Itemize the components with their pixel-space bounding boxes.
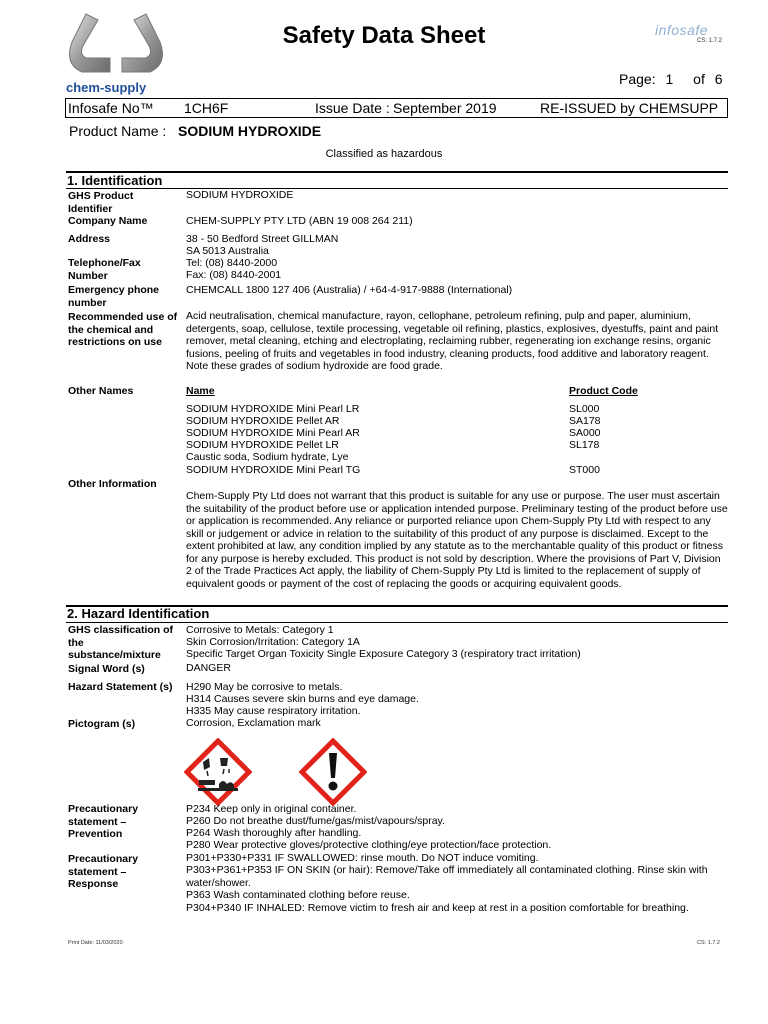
product-name-label: Product Name : (69, 123, 167, 139)
section-1-title: 1. Identification (67, 173, 163, 188)
hazard-statement-item: H314 Causes severe skin burns and eye damage. (186, 693, 419, 705)
document-title: Safety Data Sheet (282, 22, 486, 49)
pictogram-label: Pictogram (s) (68, 718, 136, 730)
ghs-classification-item: Specific Target Organ Toxicity Single Exposure Category 3 (respiratory tract irritation) (186, 648, 581, 660)
address-label: Address (68, 233, 111, 245)
product-code-cell: SL000 (569, 403, 600, 415)
response-statement-item: P303+P361+P353 IF ON SKIN (or hair): Remove/Take off immediately all contaminated clothing. Rinse skin with water/shower. (186, 864, 708, 889)
product-name: SODIUM HYDROXIDE (178, 123, 322, 139)
issue-date-label: Issue Date : (315, 100, 390, 116)
ghs-classification-label: GHS classification of the substance/mixture (68, 624, 174, 661)
section-divider (66, 171, 728, 173)
pictogram-value: Corrosion, Exclamation mark (186, 717, 321, 729)
hazard-statement-label: Hazard Statement (s) (68, 681, 173, 693)
prevention-statement-item: P234 Keep only in original container. (186, 803, 357, 815)
other-name-row: SODIUM HYDROXIDE Pellet LR (186, 439, 339, 451)
product-code-cell: SL178 (569, 439, 600, 451)
emergency-phone-value: CHEMCALL 1800 127 406 (Australia) / +64-4-917-9888 (International) (186, 284, 513, 296)
section-2-title: 2. Hazard Identification (67, 606, 210, 621)
address-line-2: SA 5013 Australia (186, 245, 269, 257)
issue-date: September 2019 (393, 100, 497, 116)
prevention-statement-item: P260 Do not breathe dust/fume/gas/mist/vapours/spray. (186, 815, 445, 827)
other-names-label: Other Names (68, 385, 134, 397)
corrosion-pictogram-icon (184, 738, 252, 806)
reissued-by: RE-ISSUED by CHEMSUPP (540, 100, 719, 116)
other-information-label: Other Information (68, 478, 157, 490)
cs-version: CS: 1.7.2 (697, 38, 723, 44)
ghs-classification-item: Skin Corrosion/Irritation: Category 1A (186, 636, 360, 648)
other-information-value: Chem-Supply Pty Ltd does not warrant that this product is suitable for any use or purpose. The user must ascertain the suitability of the product before use or application intended purpose. Preliminary testing of the product before use or application is recommended. Any reliance or purported reliance upon Chem-Supply Pty Ltd with respect to any skill or judgement or advice in relation to the suitability of this product of any purpose is disclaimed. Except to the extent prohibited at law, any condition implied by any statute as to the merchantable quality of this product or fitness for any purpose is hereby excluded. This product is not sold by description. Where the provisions of Part V, Division 2 of the Trade Practices Act apply, the liability of Chem-Supply Pty Ltd is limited to the replacement of supply of equivalent goods or payment of the cost of replacing the goods or acquiring equivalent goods. (186, 490, 728, 590)
company-name-value: CHEM-SUPPLY PTY LTD (ABN 19 008 264 211) (186, 215, 413, 227)
infosafe-no: 1CH6F (184, 100, 229, 116)
exclamation-mark-pictogram-icon (299, 738, 367, 806)
recommended-use-value: Acid neutralisation, chemical manufacture, rayon, cellophane, petroleum refining, pulp and paper, aluminium, detergents, soap, cellulose, textile processing, vegetable oil refining, plastics, explosives, dyestuffs, paint and paint remover, metal cleaning, etching and electroplating, reclaiming rubber, regenerating ion exchange resins, organic fusions, peeling of fruits and vegetables in food industry, cleaning products, food additive and laboratory reagent. Note these grades of sodium hydroxide are food grade. (186, 310, 719, 372)
print-date: Print Date: 11/03/2020 (68, 940, 123, 946)
prevention-statement-item: P264 Wash thoroughly after handling. (186, 827, 362, 839)
product-code-cell: ST000 (569, 464, 600, 476)
other-name-row: SODIUM HYDROXIDE Mini Pearl AR (186, 427, 360, 439)
page-of: of (693, 71, 705, 87)
fax-value: Fax: (08) 8440-2001 (186, 269, 282, 281)
ghs-classification-item: Corrosive to Metals: Category 1 (186, 624, 334, 636)
section-divider (66, 622, 728, 623)
hazard-statement-item: H290 May be corrosive to metals. (186, 681, 343, 693)
precautionary-response-label: Precautionary statement – Response (68, 853, 139, 890)
telephone-fax-label: Telephone/Fax Number (68, 257, 141, 282)
name-column-header: Name (186, 385, 215, 397)
product-code-cell: SA000 (569, 427, 601, 439)
response-statement-item: P363 Wash contaminated clothing before reuse. (186, 889, 410, 901)
ghs-identifier-value: SODIUM HYDROXIDE (186, 189, 294, 201)
prevention-statement-item: P280 Wear protective gloves/protective clothing/eye protection/face protection. (186, 839, 552, 851)
address-line-1: 38 - 50 Bedford Street GILLMAN (186, 233, 339, 245)
infosafe-brand: infosafe (655, 22, 709, 38)
page-label: Page: (619, 71, 656, 87)
page-indicator (619, 71, 723, 87)
other-name-row: SODIUM HYDROXIDE Mini Pearl LR (186, 403, 360, 415)
hazard-classification-note: Classified as hazardous (325, 148, 443, 160)
emergency-phone-label: Emergency phone number (68, 284, 160, 309)
response-statement-item: P304+P340 IF INHALED: Remove victim to fresh air and keep at rest in a position comfortable for breathing. (186, 902, 689, 914)
footer-cs-version: CS: 1.7.2 (697, 940, 720, 946)
other-name-row: SODIUM HYDROXIDE Pellet AR (186, 415, 340, 427)
info-bar (65, 98, 728, 118)
hazard-statement-item: H335 May cause respiratory irritation. (186, 705, 361, 717)
logo-text: chem-supply (66, 80, 147, 95)
other-name-row: Caustic soda, Sodium hydrate, Lye (186, 451, 349, 463)
ghs-identifier-label: GHS Product Identifier (68, 190, 134, 215)
product-code-cell: SA178 (569, 415, 601, 427)
page-number: 1 (665, 71, 674, 87)
recommended-use-label: Recommended use of the chemical and restrictions on use (68, 311, 178, 348)
other-name-row: SODIUM HYDROXIDE Mini Pearl TG (186, 464, 361, 476)
product-code-column-header: Product Code (569, 385, 638, 397)
infosafe-no-label: Infosafe No™ (68, 100, 154, 116)
signal-word-label: Signal Word (s) (68, 663, 145, 675)
page-total: 6 (714, 71, 723, 87)
precautionary-prevention-label: Precautionary statement – Prevention (68, 803, 139, 840)
company-name-label: Company Name (68, 215, 148, 227)
signal-word-value: DANGER (186, 662, 231, 674)
telephone-value: Tel: (08) 8440-2000 (186, 257, 278, 269)
response-statement-item: P301+P330+P331 IF SWALLOWED: rinse mouth. Do NOT induce vomiting. (186, 852, 539, 864)
